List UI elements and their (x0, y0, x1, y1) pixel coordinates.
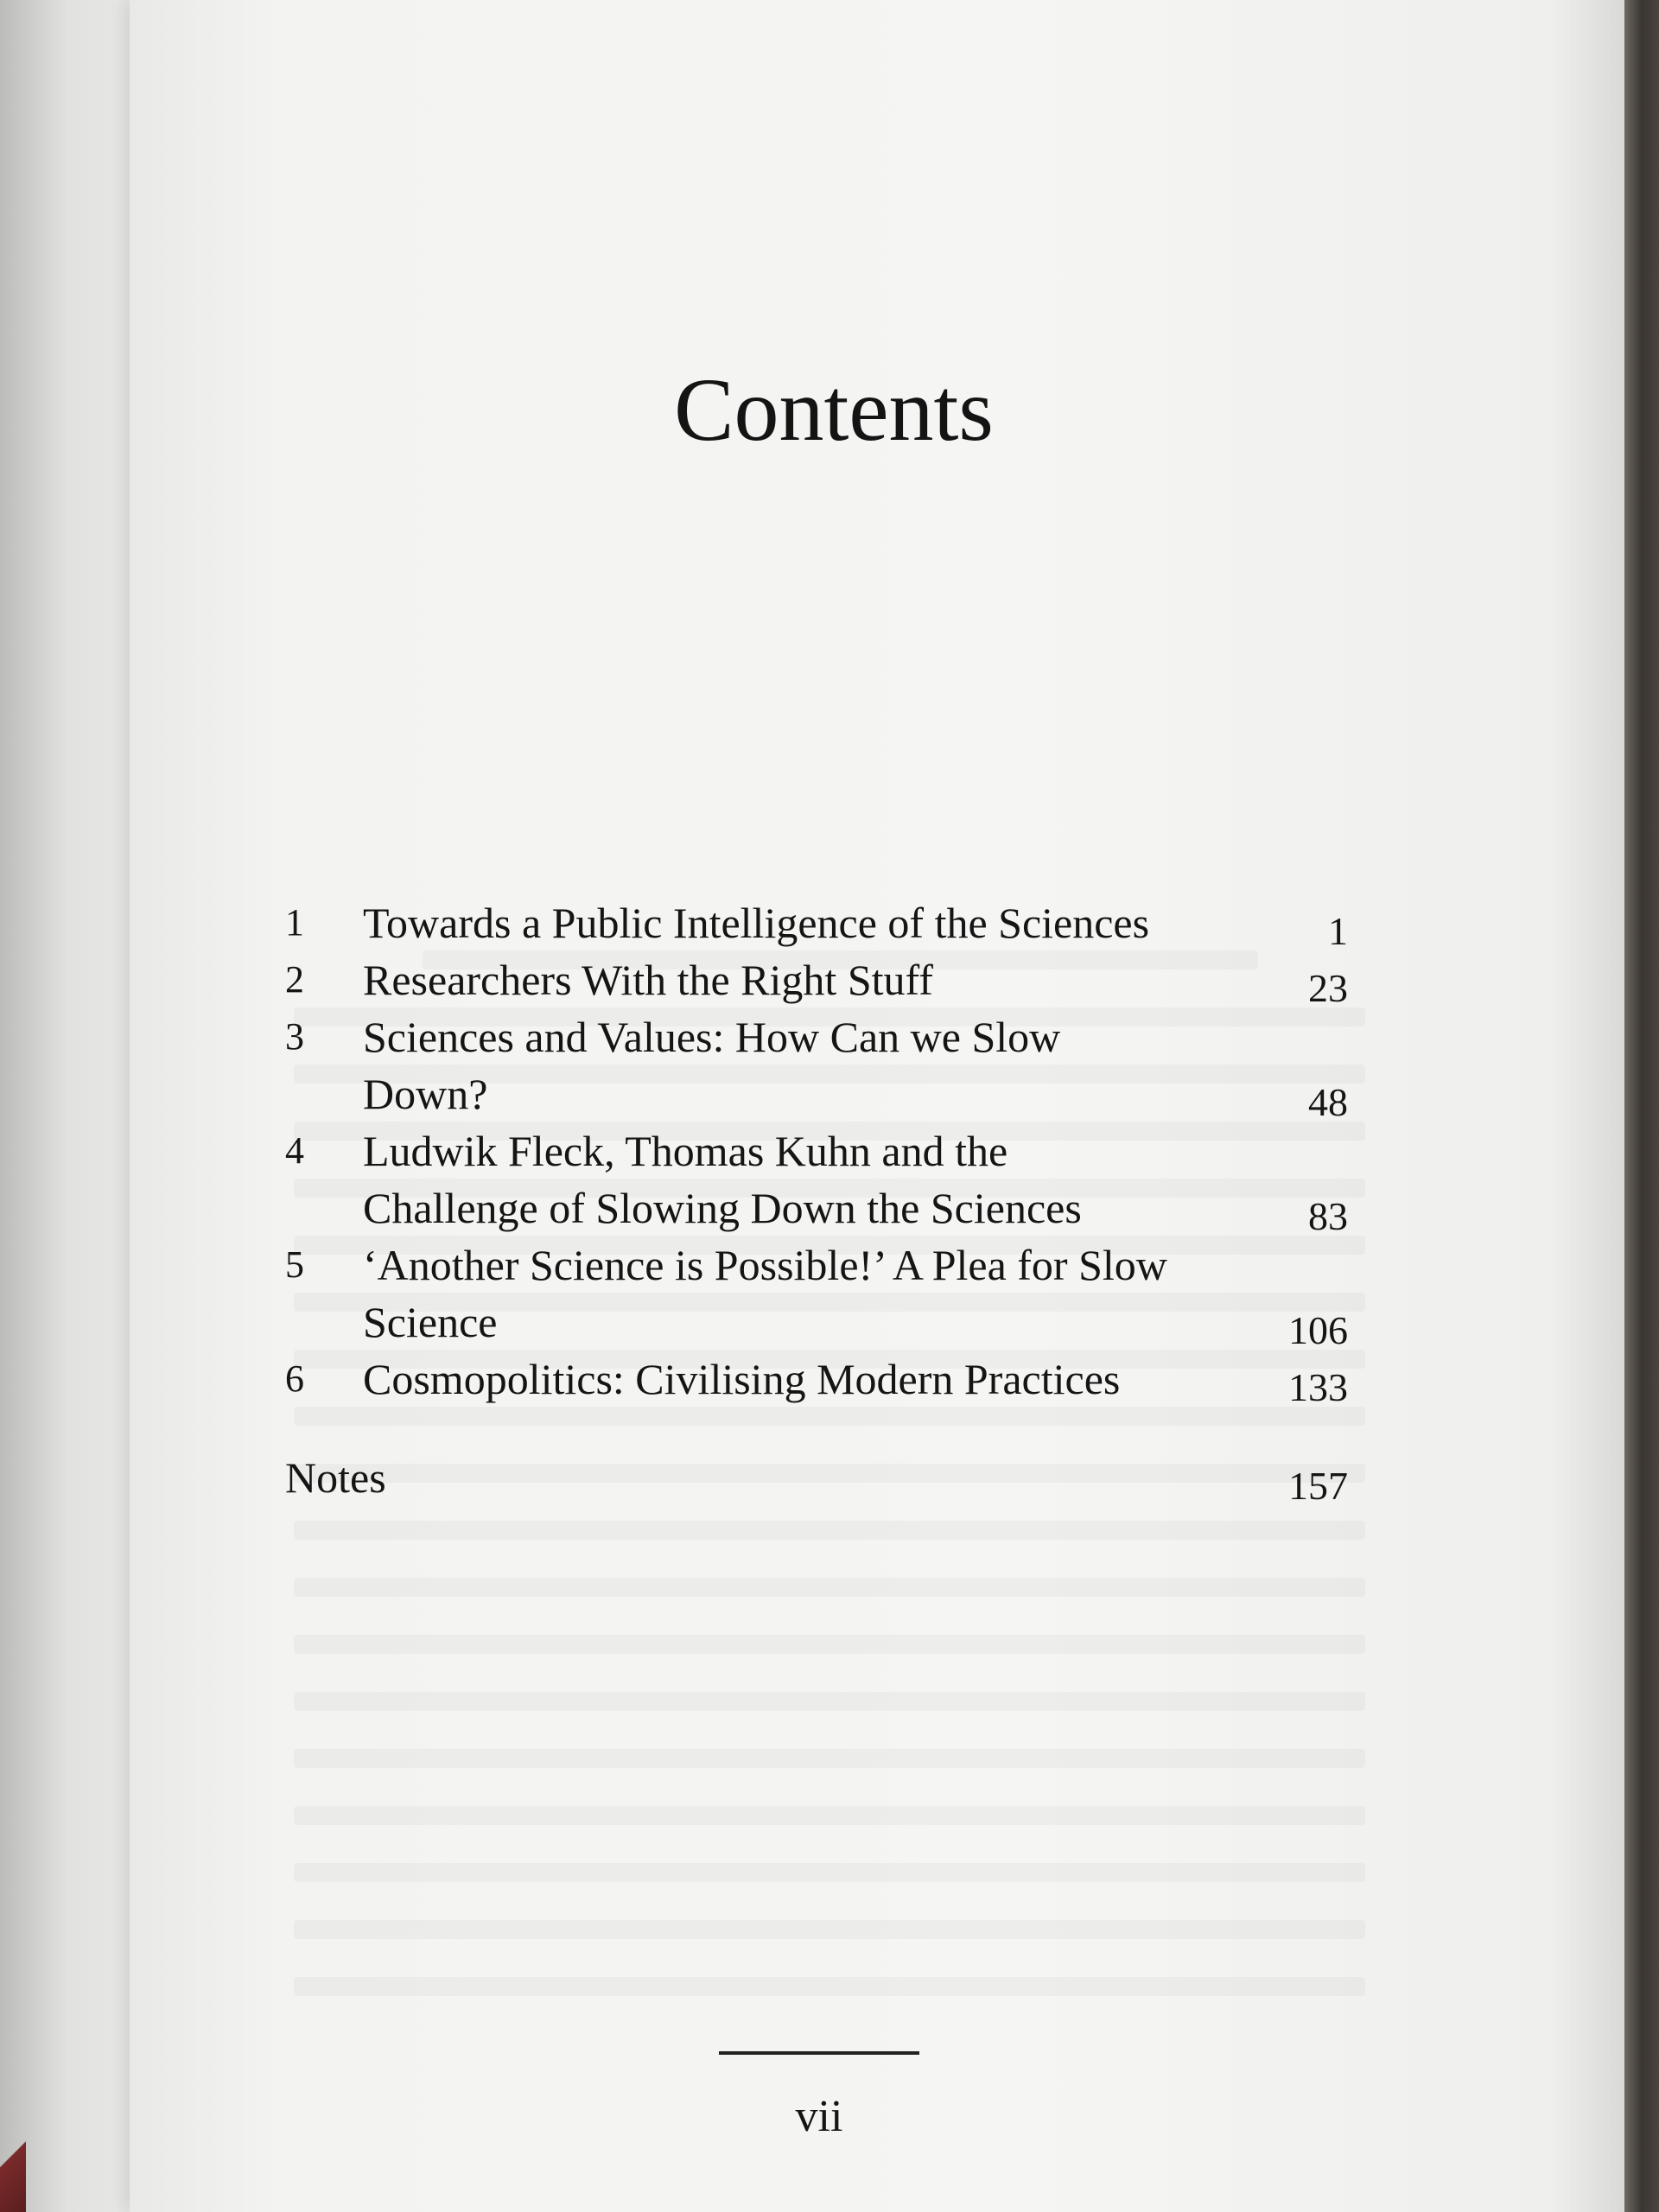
page-number: 133 (1288, 1365, 1348, 1409)
page-number: 23 (1308, 966, 1348, 1010)
page-number: 48 (1308, 1080, 1348, 1124)
page-number: 157 (1288, 1464, 1348, 1508)
chapter-title: ‘Another Science is Possible!’ A Plea for Slow Science (363, 1241, 1167, 1346)
chapter-title: Towards a Public Intelligence of the Sciences (363, 899, 1150, 947)
page-number: 1 (1328, 909, 1348, 953)
chapter-number: 5 (285, 1243, 304, 1286)
notes-title: Notes (285, 1453, 386, 1502)
toc-entry[interactable] (285, 1236, 1348, 1351)
page-title: Contents (674, 360, 994, 460)
toc-entry[interactable] (285, 1122, 1348, 1236)
table-of-contents (285, 894, 1348, 1506)
folio-rule (719, 2051, 919, 2055)
chapter-number: 3 (285, 1015, 304, 1058)
chapter-title: Cosmopolitics: Civilising Modern Practices (363, 1355, 1121, 1403)
chapter-title: Ludwik Fleck, Thomas Kuhn and the Challenge of Slowing Down the Sciences (363, 1127, 1082, 1232)
toc-entry[interactable] (285, 951, 1348, 1008)
chapter-number: 1 (285, 901, 304, 944)
page-number: 106 (1288, 1308, 1348, 1352)
chapter-title: Sciences and Values: How Can we Slow Down? (363, 1013, 1061, 1118)
toc-entry[interactable] (285, 1008, 1348, 1122)
background-surface (1624, 0, 1659, 2212)
toc-entry[interactable] (285, 894, 1348, 951)
toc-notes-entry[interactable] (285, 1449, 1348, 1506)
chapter-number: 4 (285, 1129, 304, 1172)
toc-entry[interactable] (285, 1351, 1348, 1408)
chapter-number: 2 (285, 958, 304, 1001)
page-number: 83 (1308, 1194, 1348, 1238)
chapter-number: 6 (285, 1357, 304, 1400)
book-cover-corner (0, 2108, 26, 2212)
chapter-title: Researchers With the Right Stuff (363, 956, 933, 1004)
page-folio: vii (795, 2092, 843, 2141)
